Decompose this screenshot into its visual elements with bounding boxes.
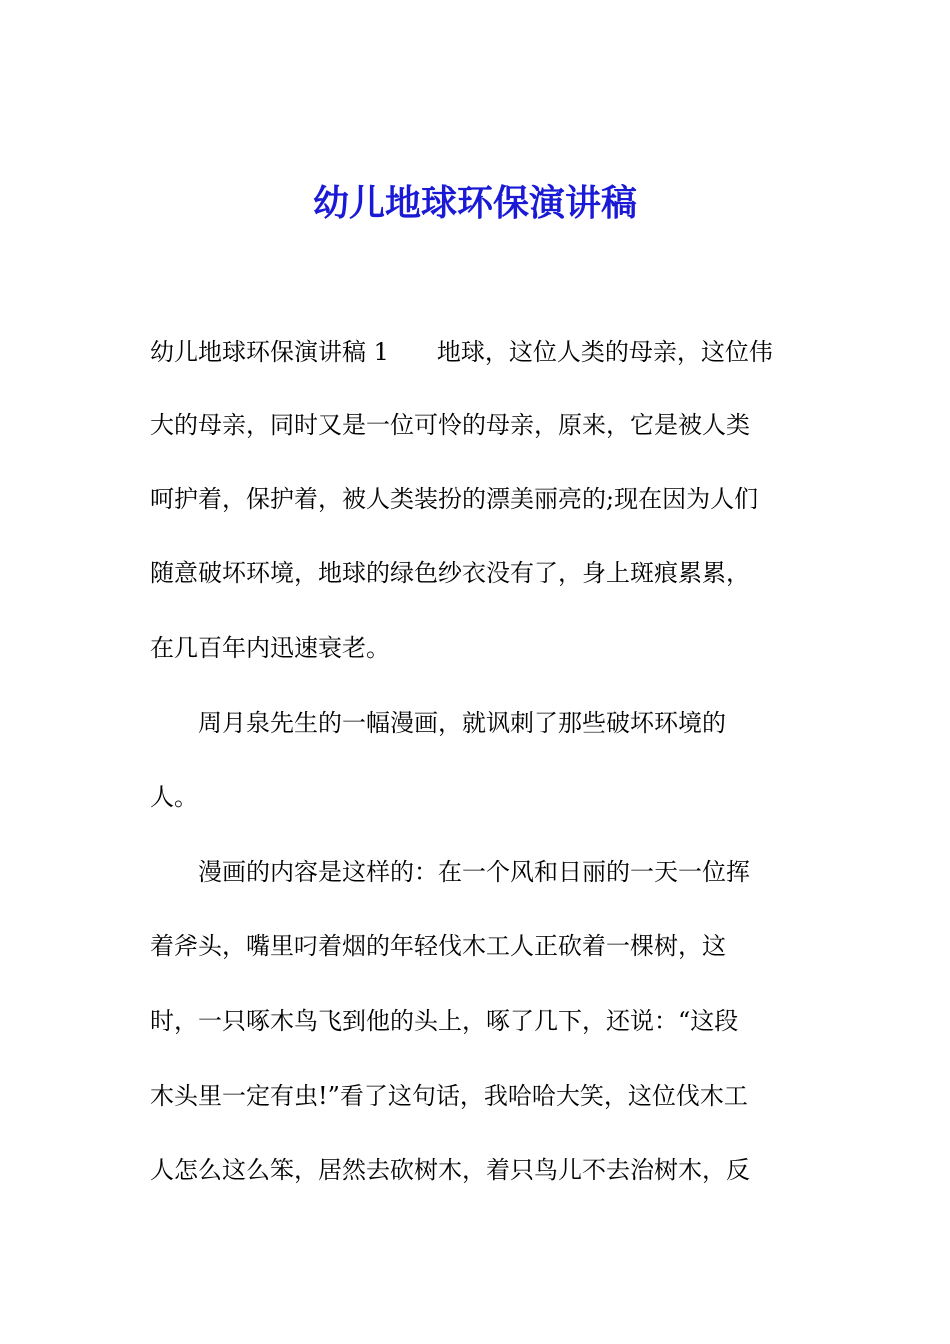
paragraph-line: 人怎么这么笨，居然去砍树木，着只鸟儿不去治树木，反 [150, 1156, 750, 1184]
paragraph-line: 周月泉先生的一幅漫画，就讽刺了那些破坏环境的 [150, 709, 726, 737]
paragraph-line: 幼儿地球环保演讲稿 1 地球，这位人类的母亲，这位伟 [150, 338, 773, 366]
paragraph-line: 随意破坏环境，地球的绿色纱衣没有了，身上斑痕累累， [150, 559, 750, 587]
paragraph-line: 时，一只啄木鸟飞到他的头上，啄了几下，还说：“这段 [150, 1007, 739, 1035]
paragraph-line: 木头里一定有虫!”看了这句话，我哈哈大笑，这位伐木工 [150, 1082, 748, 1110]
paragraph-line: 人。 [150, 783, 198, 811]
paragraph-line: 漫画的内容是这样的：在一个风和日丽的一天一位挥 [150, 858, 750, 886]
paragraph-line: 呵护着，保护着，被人类装扮的漂美丽亮的;现在因为人们 [150, 485, 759, 513]
paragraph-line: 着斧头，嘴里叼着烟的年轻伐木工人正砍着一棵树，这 [150, 932, 726, 960]
paragraph-line: 大的母亲，同时又是一位可怜的母亲，原来，它是被人类 [150, 411, 750, 439]
paragraph-line: 在几百年内迅速衰老。 [150, 634, 390, 662]
document-title: 幼儿地球环保演讲稿 [312, 182, 637, 224]
